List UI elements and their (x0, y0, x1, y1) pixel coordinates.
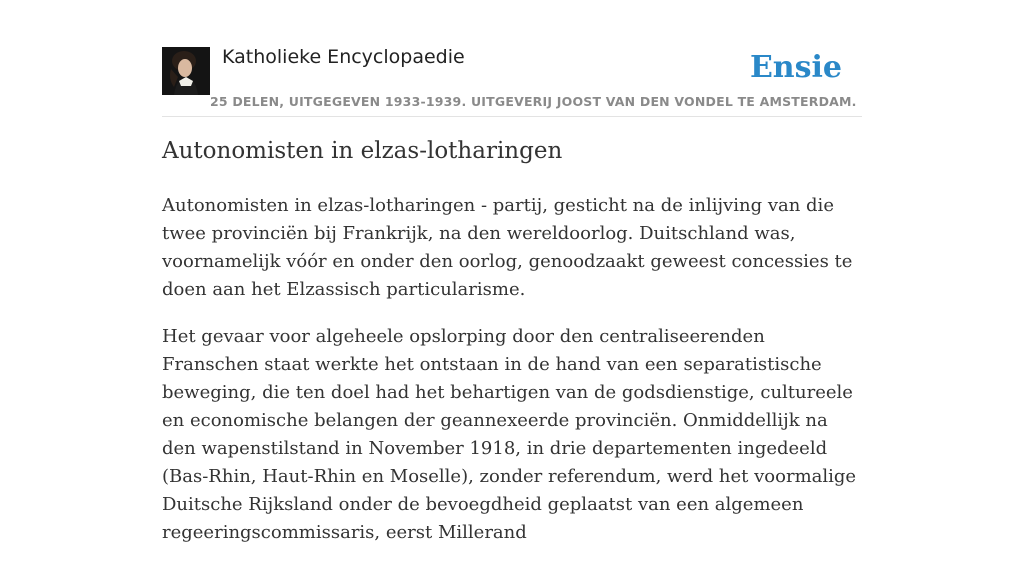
portrait-avatar-icon[interactable] (162, 47, 210, 95)
article-body (162, 192, 862, 566)
publication-subtitle: 25 DELEN, UITGEGEVEN 1933-1939. UITGEVERIJ JOOST VAN DEN VONDEL TE AMSTERDAM. (210, 94, 857, 109)
article-paragraph: Autonomisten in elzas-lotharingen - partij, gesticht na de inlijving van die twee provinciën bij Frankrijk, na den wereldoorlog. Duitschland was, voornamelijk vóór en onder den oorlog, genoodzaakt geweest concessies te doen aan het Elzassisch particularisme. (162, 195, 853, 300)
brand-logo-link[interactable]: Ensie (749, 50, 842, 85)
article-paragraph: Het gevaar voor algeheele opslorping door den centraliseerenden Franschen staat werkte het ontstaan in de hand van een separatistische beweging, die ten doel had het behartigen van de godsdienstige, cultureele en economische belangen der geannexeerde provinciën. Onmiddellijk na den wapenstilstand in November 1918, in drie departementen ingedeeld (Bas-Rhin, Haut-Rhin en Moselle), zonder referendum, werd het voormalige Duitsche Rijksland onder de bevoegdheid geplaatst van een algemeen regeeringscommissaris, eerst Millerand (162, 326, 857, 543)
publication-title[interactable]: Katholieke Encyclopaedie (222, 46, 465, 68)
header (162, 44, 862, 117)
article-title: Autonomisten in elzas-lotharingen (162, 138, 563, 164)
portrait-svg (162, 47, 210, 95)
